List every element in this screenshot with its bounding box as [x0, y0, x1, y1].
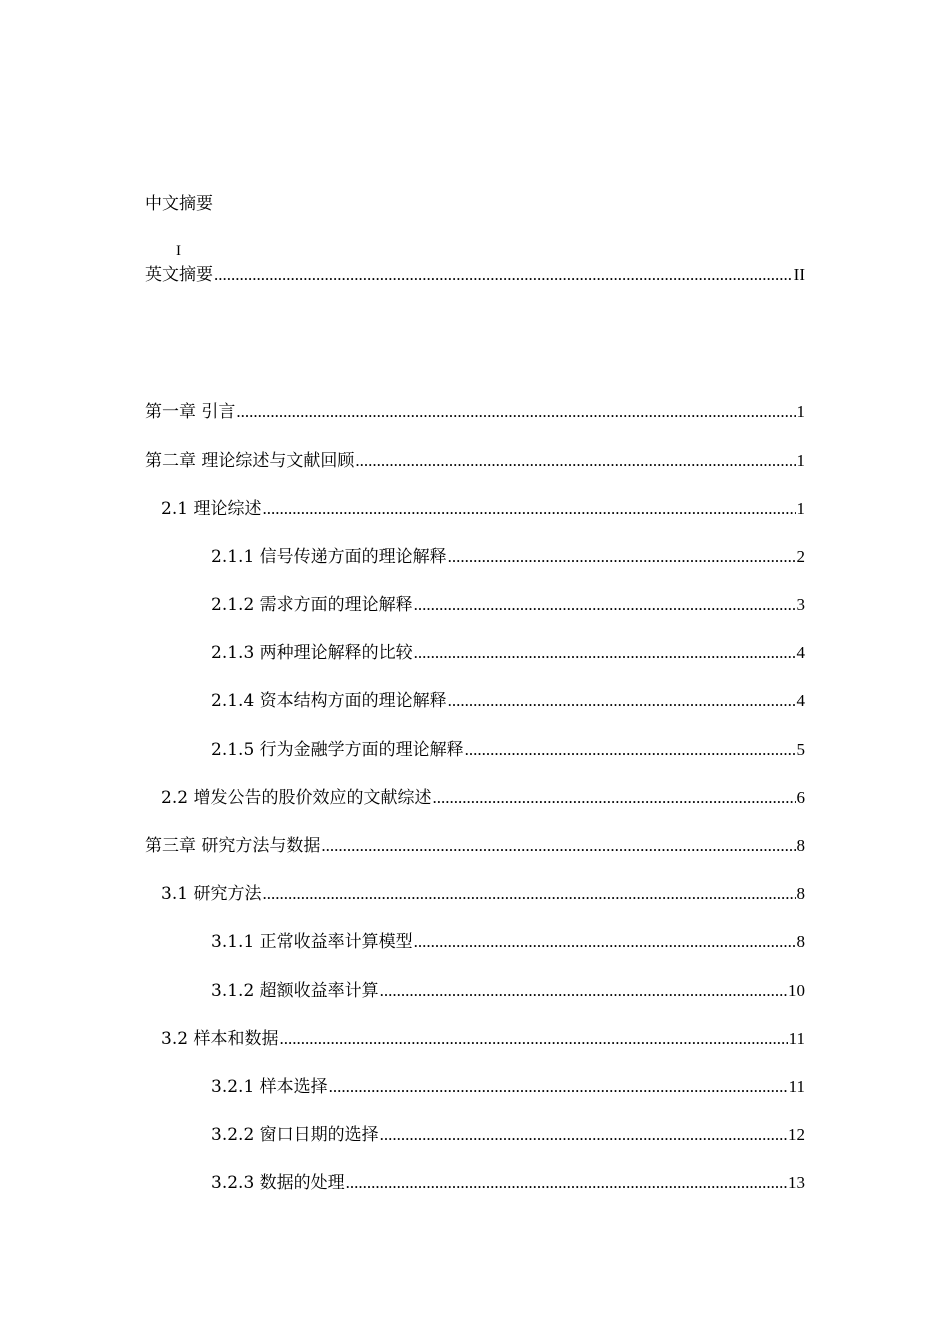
toc-entry-chinese-abstract-page: I [176, 243, 181, 259]
toc-entry-title: 2.1.1 信号传递方面的理论解释 [211, 547, 447, 567]
toc-entry[interactable] [211, 931, 805, 953]
toc-leader-dots [448, 546, 796, 568]
toc-entry[interactable] [145, 450, 805, 472]
toc-leader-dots [414, 642, 796, 664]
toc-entry-page: 11 [788, 1077, 805, 1096]
toc-entry-title: 2.1 理论综述 [161, 499, 262, 519]
toc-entry-title: 2.2 增发公告的股价效应的文献综述 [161, 788, 432, 808]
toc-leader-dots [262, 498, 795, 520]
toc-entry-title: 3.1.2 超额收益率计算 [211, 981, 379, 1001]
toc-entry-chinese-abstract-title: 中文摘要 [145, 194, 213, 214]
toc-leader-dots [346, 1172, 787, 1194]
toc-leader-dots [432, 787, 795, 809]
toc-leader-dots [262, 883, 795, 905]
toc-entry[interactable] [211, 546, 805, 568]
toc-entry[interactable] [145, 835, 805, 857]
toc-entry-page: 6 [796, 788, 805, 807]
toc-entry[interactable] [211, 1172, 805, 1194]
toc-entry-title: 3.2 样本和数据 [161, 1029, 279, 1049]
toc-entry-page: 5 [796, 740, 805, 759]
toc-entry-page: 1 [796, 451, 805, 470]
toc-entry-page: 8 [796, 932, 805, 951]
toc-entry[interactable] [211, 690, 805, 712]
toc-entry[interactable] [161, 883, 805, 905]
toc-entry-page: 1 [796, 402, 805, 421]
toc-entry-page: 1 [796, 499, 805, 518]
toc-leader-dots [214, 264, 793, 286]
toc-entry[interactable] [211, 1076, 805, 1098]
toc-entry-page: 8 [796, 884, 805, 903]
toc-entry-title: 第二章 理论综述与文献回顾 [145, 451, 355, 471]
toc-entry-title: 3.2.1 样本选择 [211, 1077, 328, 1097]
toc-entry-title: 2.1.4 资本结构方面的理论解释 [211, 691, 447, 711]
toc-leader-dots [329, 1076, 788, 1098]
toc-leader-dots [414, 594, 796, 616]
toc-entry-page: 10 [788, 981, 805, 1000]
toc-entry-page: 8 [796, 836, 805, 855]
toc-entry-page: 13 [788, 1173, 805, 1192]
toc-leader-dots [380, 980, 787, 1002]
toc-entry-english-abstract[interactable] [145, 264, 805, 286]
toc-leader-dots [355, 450, 795, 472]
toc-entry-page: 12 [788, 1125, 805, 1144]
toc-entry-page: II [793, 265, 805, 284]
toc-entry-title: 英文摘要 [145, 265, 213, 285]
toc-entry[interactable] [211, 980, 805, 1002]
toc-entry-title: 2.1.3 两种理论解释的比较 [211, 643, 413, 663]
toc-entry-title: 3.2.3 数据的处理 [211, 1173, 345, 1193]
toc-entry-title: 3.2.2 窗口日期的选择 [211, 1125, 379, 1145]
toc-leader-dots [279, 1028, 787, 1050]
toc-entry[interactable] [161, 1028, 805, 1050]
toc-entry[interactable] [211, 642, 805, 664]
toc-leader-dots [380, 1124, 787, 1146]
toc-entry-title: 第一章 引言 [145, 402, 236, 422]
toc-entry-page: 11 [788, 1029, 805, 1048]
toc-leader-dots [448, 690, 796, 712]
toc-entry[interactable] [145, 401, 805, 423]
toc-leader-dots [321, 835, 795, 857]
toc-entry-page: 3 [796, 595, 805, 614]
toc-entry[interactable] [211, 1124, 805, 1146]
toc-entry[interactable] [211, 594, 805, 616]
toc-entry[interactable] [161, 498, 805, 520]
toc-entry-page: 2 [796, 547, 805, 566]
toc-entry-page: 4 [796, 643, 805, 662]
toc-entry-title: 2.1.5 行为金融学方面的理论解释 [211, 740, 464, 760]
toc-entry-page: 4 [796, 691, 805, 710]
toc-leader-dots [465, 739, 796, 761]
toc-entry-title: 3.1 研究方法 [161, 884, 262, 904]
toc-entry[interactable] [161, 787, 805, 809]
toc-leader-dots [236, 401, 795, 423]
toc-leader-dots [414, 931, 796, 953]
toc-entry-title: 2.1.2 需求方面的理论解释 [211, 595, 413, 615]
toc-entry-title: 第三章 研究方法与数据 [145, 836, 321, 856]
toc-entry-title: 3.1.1 正常收益率计算模型 [211, 932, 413, 952]
toc-entry[interactable] [211, 739, 805, 761]
